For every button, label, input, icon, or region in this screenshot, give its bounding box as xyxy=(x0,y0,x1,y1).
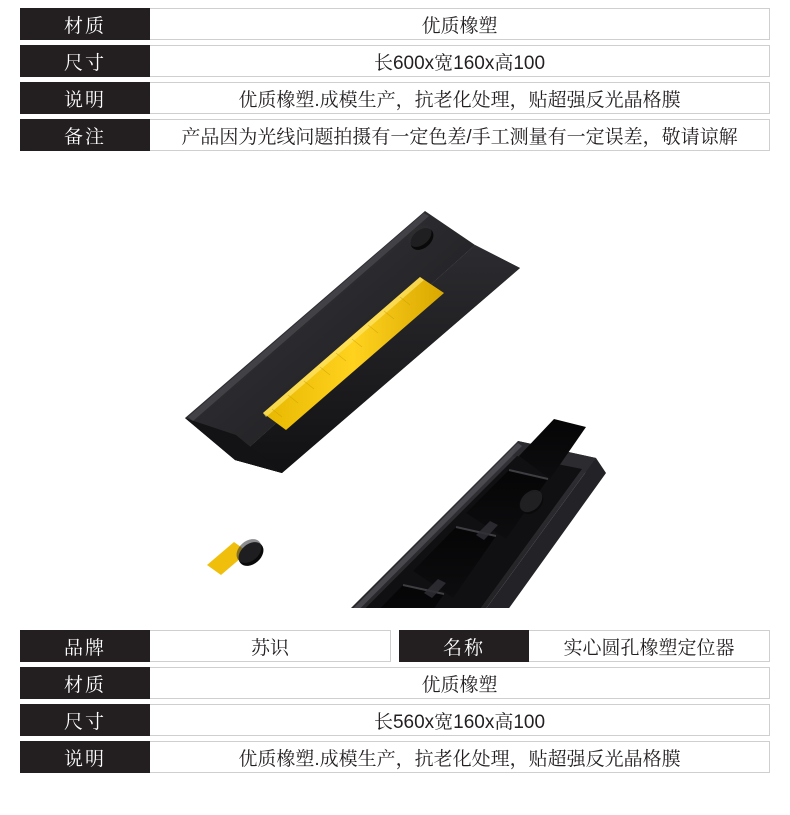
spec-label-description-2: 说明 xyxy=(20,741,150,773)
spec-value-material: 优质橡塑 xyxy=(150,8,770,40)
spec-label-material-2: 材质 xyxy=(20,667,150,699)
brand-cell-group xyxy=(20,630,391,662)
table-row xyxy=(20,667,770,699)
table-row xyxy=(20,704,770,736)
spec-value-material-2: 优质橡塑 xyxy=(150,667,770,699)
table-row xyxy=(20,45,770,77)
table-row xyxy=(20,119,770,151)
spec-label-name: 名称 xyxy=(399,630,529,662)
spec-label-brand: 品牌 xyxy=(20,630,150,662)
table-row xyxy=(20,630,770,662)
table-row xyxy=(20,8,770,40)
spec-value-size-2: 长560x宽160x高100 xyxy=(150,704,770,736)
spec-value-description-2: 优质橡塑.成模生产，抗老化处理，贴超强反光晶格膜 xyxy=(150,741,770,773)
table-row xyxy=(20,82,770,114)
bottom-spec-table xyxy=(0,630,790,773)
table-row xyxy=(20,741,770,773)
spec-value-remark: 产品因为光线问题拍摄有一定色差/手工测量有一定误差，敬请谅解 xyxy=(150,119,770,151)
spec-value-description: 优质橡塑.成模生产，抗老化处理，贴超强反光晶格膜 xyxy=(150,82,770,114)
spec-label-size: 尺寸 xyxy=(20,45,150,77)
column-divider xyxy=(391,630,399,662)
product-image xyxy=(20,173,770,608)
spec-label-size-2: 尺寸 xyxy=(20,704,150,736)
top-spec-table xyxy=(0,0,790,151)
spec-label-description: 说明 xyxy=(20,82,150,114)
spec-label-material: 材质 xyxy=(20,8,150,40)
spec-label-remark: 备注 xyxy=(20,119,150,151)
spec-value-size: 长600x宽160x高100 xyxy=(150,45,770,77)
product-photo-illustration xyxy=(20,173,770,608)
spec-value-brand: 苏识 xyxy=(150,630,391,662)
name-cell-group xyxy=(399,630,770,662)
spec-value-name: 实心圆孔橡塑定位器 xyxy=(529,630,770,662)
